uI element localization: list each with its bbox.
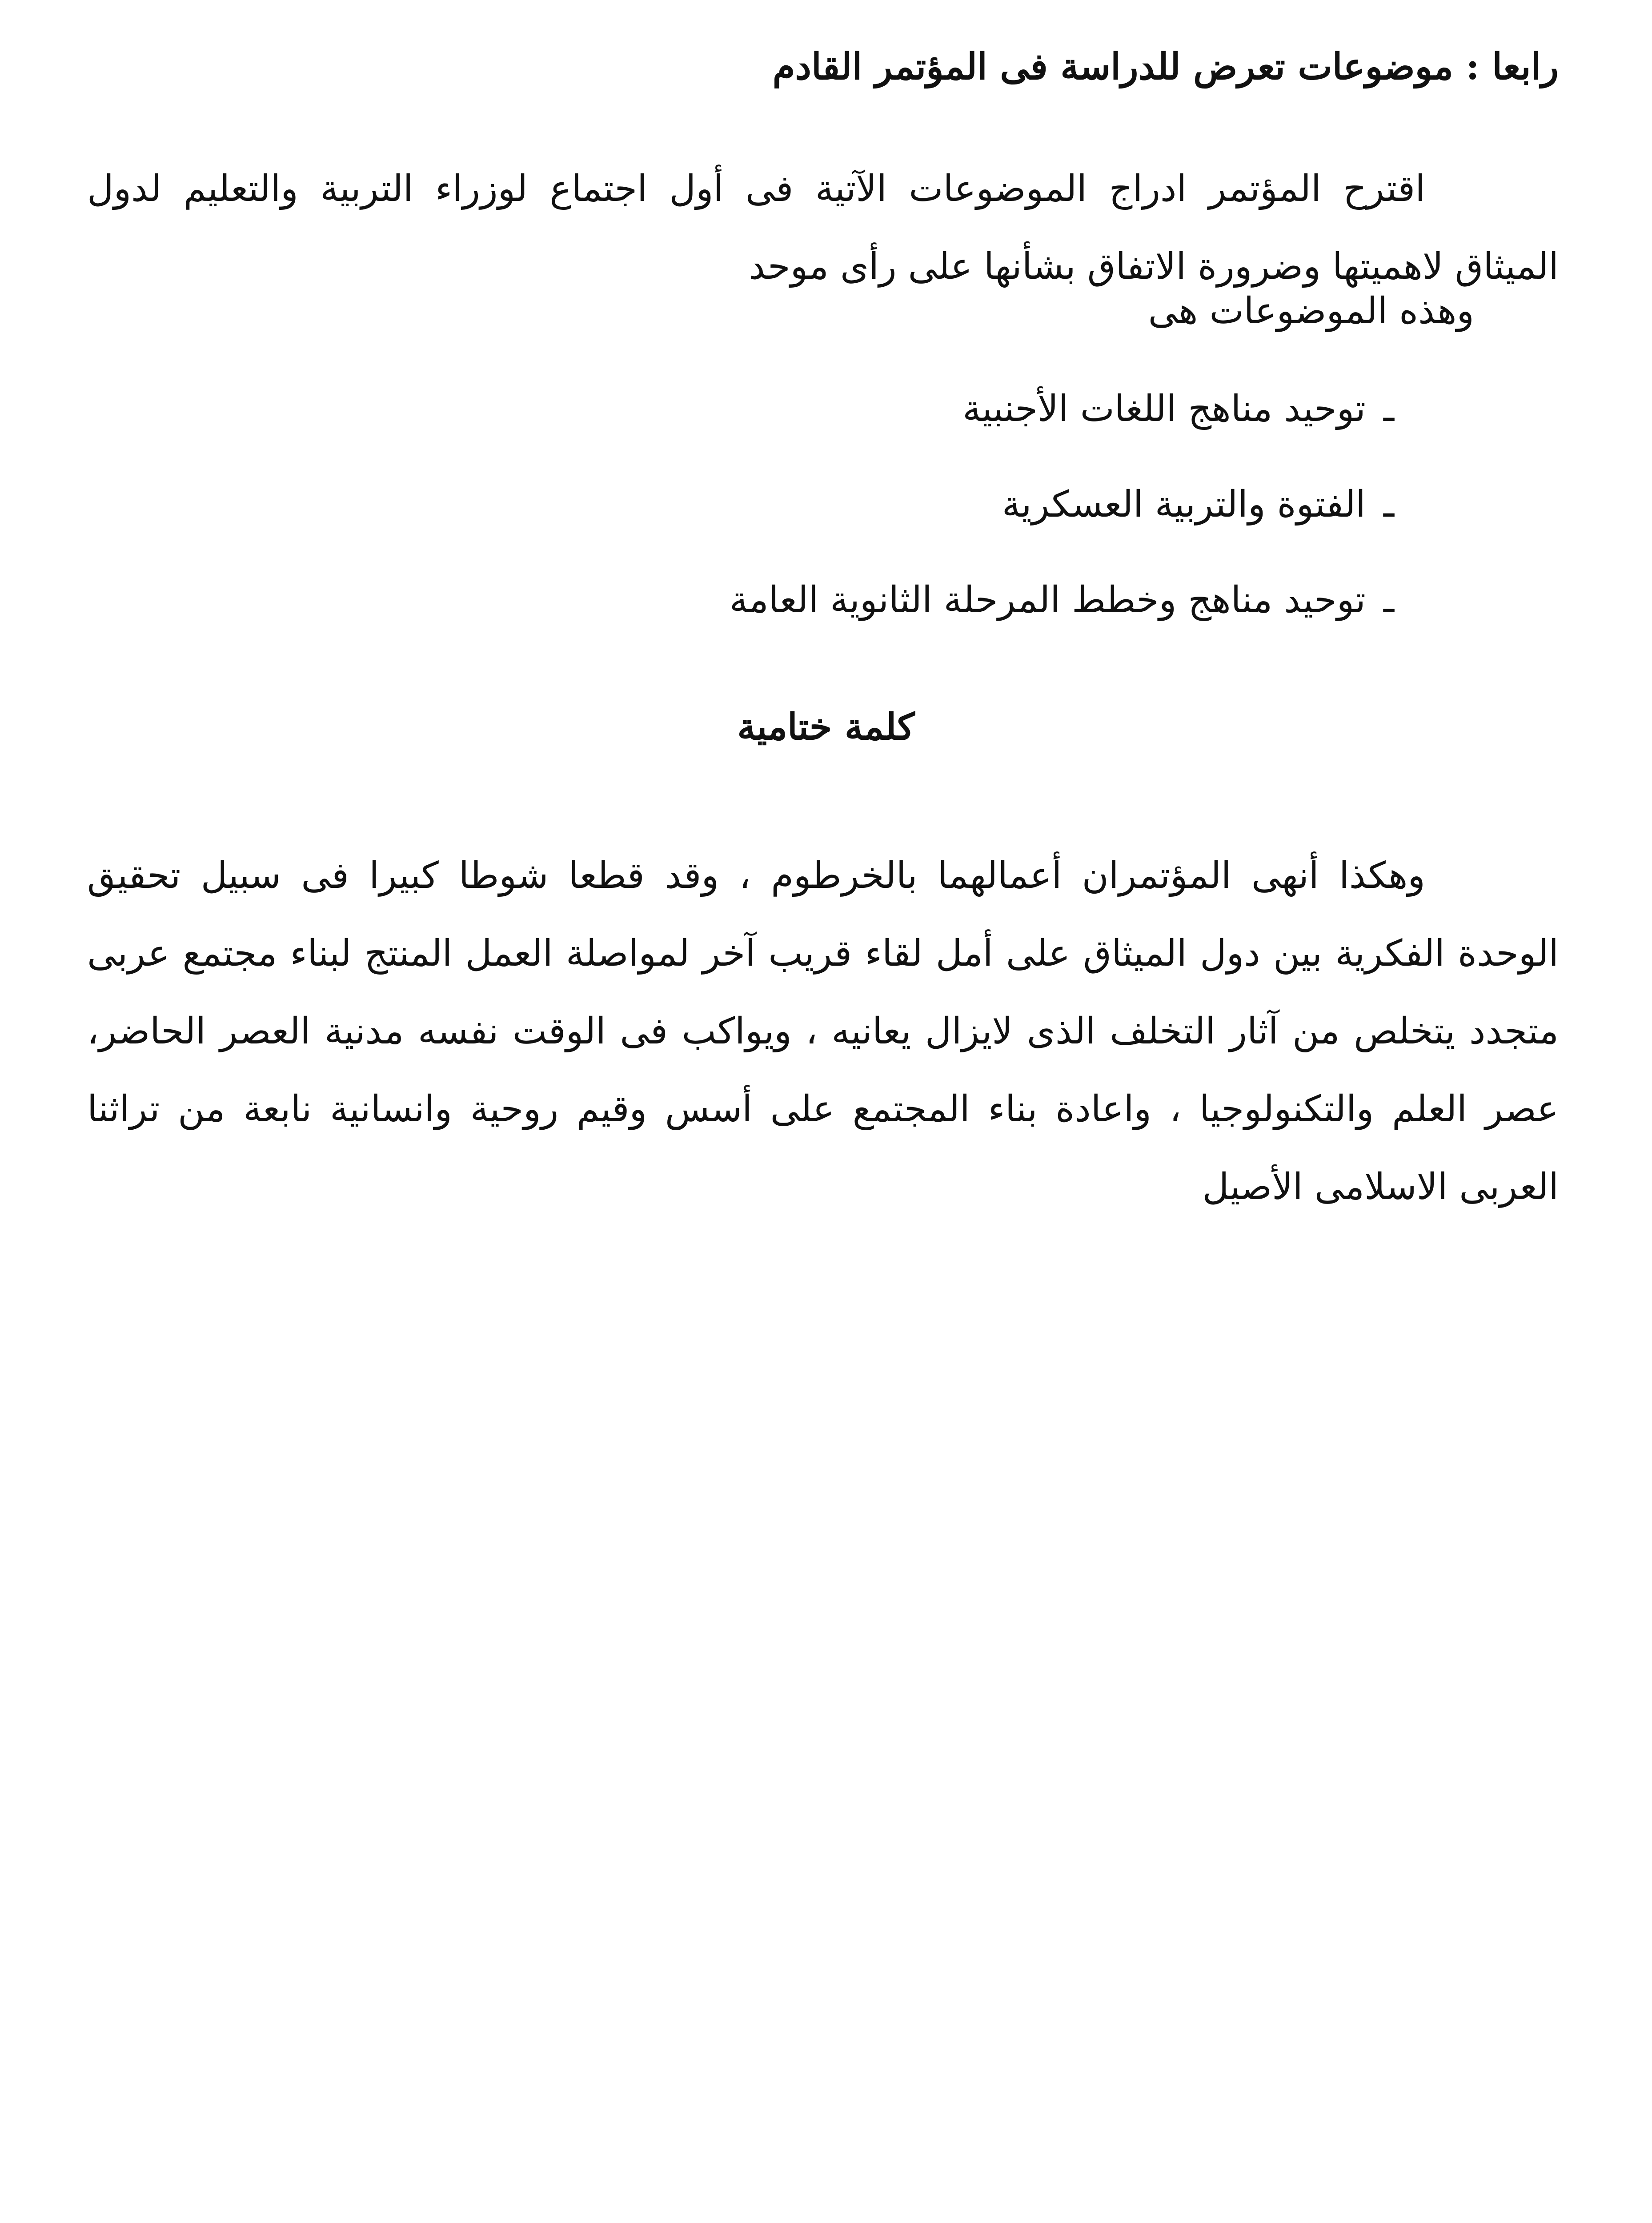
list-item [730,478,1394,574]
list-item [730,382,1394,478]
closing-heading: كلمة ختامية [737,706,915,748]
section-four-paragraph: اقترح المؤتمر ادراج الموضوعات الآتية فى أول اجتماع لوزراء التربية والتعليم لدول الميثاق لاهميتها وضرورة الاتفاق بشأنها على رأى موحد [87,168,1559,288]
topic-text: الفتوة والتربية العسكرية [1002,483,1366,526]
bullet-dash: ـ [1383,483,1394,526]
topic-list [730,382,1394,669]
closing-paragraph: وهكذا أنهى المؤتمران أعمالهما بالخرطوم ، وقد قطعا شوطا كبيرا فى سبيل تحقيق الوحدة الفكرية بين دول الميثاق على أمل لقاء قريب آخر لمواصلة العمل المنتج لبناء مجتمع عربى متجدد يتخلص من آثار التخلف الذى لايزال يعانيه ، ويواكب فى الوقت نفسه مدنية العصر الحاضر، عصر العلم والتكنولوجيا ، واعادة بناء المجتمع على أسس وقيم روحية وانسانية نابعة من تراثنا العربى الاسلامى الأصيل [87,855,1559,1208]
topics-intro: وهذه الموضوعات هى [1148,290,1474,332]
list-item [730,574,1394,669]
bullet-dash: ـ [1383,388,1394,430]
topic-text: توحيد مناهج اللغات الأجنبية [962,388,1366,430]
section-four-heading: رابعا : موضوعات تعرض للدراسة فى المؤتمر القادم [772,45,1559,88]
bullet-dash: ـ [1383,579,1394,621]
topic-text: توحيد مناهج وخطط المرحلة الثانوية العامة [729,579,1366,621]
